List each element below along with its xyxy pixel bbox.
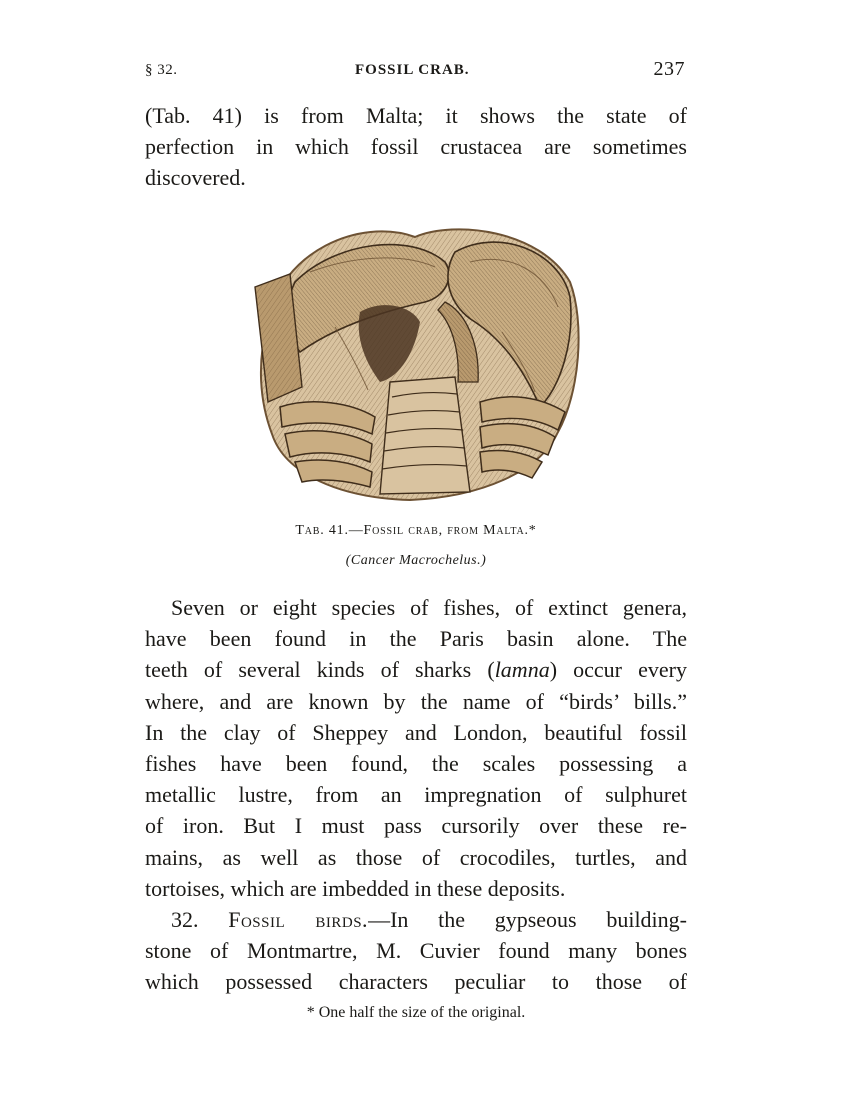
text-span: —In the gypseous building- xyxy=(368,907,688,932)
section-number: 32. xyxy=(171,907,199,932)
figure-caption: Tab. 41.—Fossil crab, from Malta.* xyxy=(295,523,537,538)
text-line xyxy=(145,592,687,623)
text-line: have been found in the Paris basin alone. The xyxy=(145,626,687,652)
footnote: * One half the size of the original. xyxy=(306,1004,526,1021)
running-title: FOSSIL CRAB. xyxy=(355,62,470,78)
text-line xyxy=(145,654,687,685)
text-line: metallic lustre, from an impregnation of sulphuret xyxy=(145,782,687,808)
running-head xyxy=(145,58,685,82)
section-number: § 32. xyxy=(145,62,178,78)
text-line: stone of Montmartre, M. Cuvier found many bones xyxy=(145,938,687,964)
fossil-crab-illustration xyxy=(240,212,585,502)
page-number: 237 xyxy=(653,58,685,80)
genus-name: lamna xyxy=(494,657,550,683)
text-line: (Tab. 41) is from Malta; it shows the state of xyxy=(145,103,687,128)
text-line: which possessed characters peculiar to those of xyxy=(145,969,687,995)
fishes-paragraph xyxy=(145,592,687,904)
text-line: In the clay of Sheppey and London, beautiful fossil xyxy=(145,719,687,745)
text-line: where, and are known by the name of “birds’ bills.” xyxy=(145,688,687,714)
text-span: teeth of several kinds of sharks ( xyxy=(145,657,495,683)
section-heading: Fossil birds. xyxy=(228,907,369,932)
birds-paragraph xyxy=(145,904,687,998)
text-span: ) occur every xyxy=(549,657,687,683)
text-line: mains, as well as those of crocodiles, turtles, and xyxy=(145,844,687,870)
figure-species: (Cancer Macrochelus.) xyxy=(345,553,487,568)
text-line xyxy=(145,904,687,935)
text-line: of iron. But I must pass cursorily over these re- xyxy=(145,813,687,839)
text-line: fishes have been found, the scales possessing a xyxy=(145,751,687,777)
text-line: tortoises, which are imbedded in these deposits. xyxy=(145,875,566,901)
text-span: Seven or eight species of fishes, of extinct genera, xyxy=(171,595,687,620)
text-line: perfection in which fossil crustacea are sometimes xyxy=(145,134,687,160)
text-line: discovered. xyxy=(145,165,246,191)
intro-paragraph xyxy=(145,100,687,194)
